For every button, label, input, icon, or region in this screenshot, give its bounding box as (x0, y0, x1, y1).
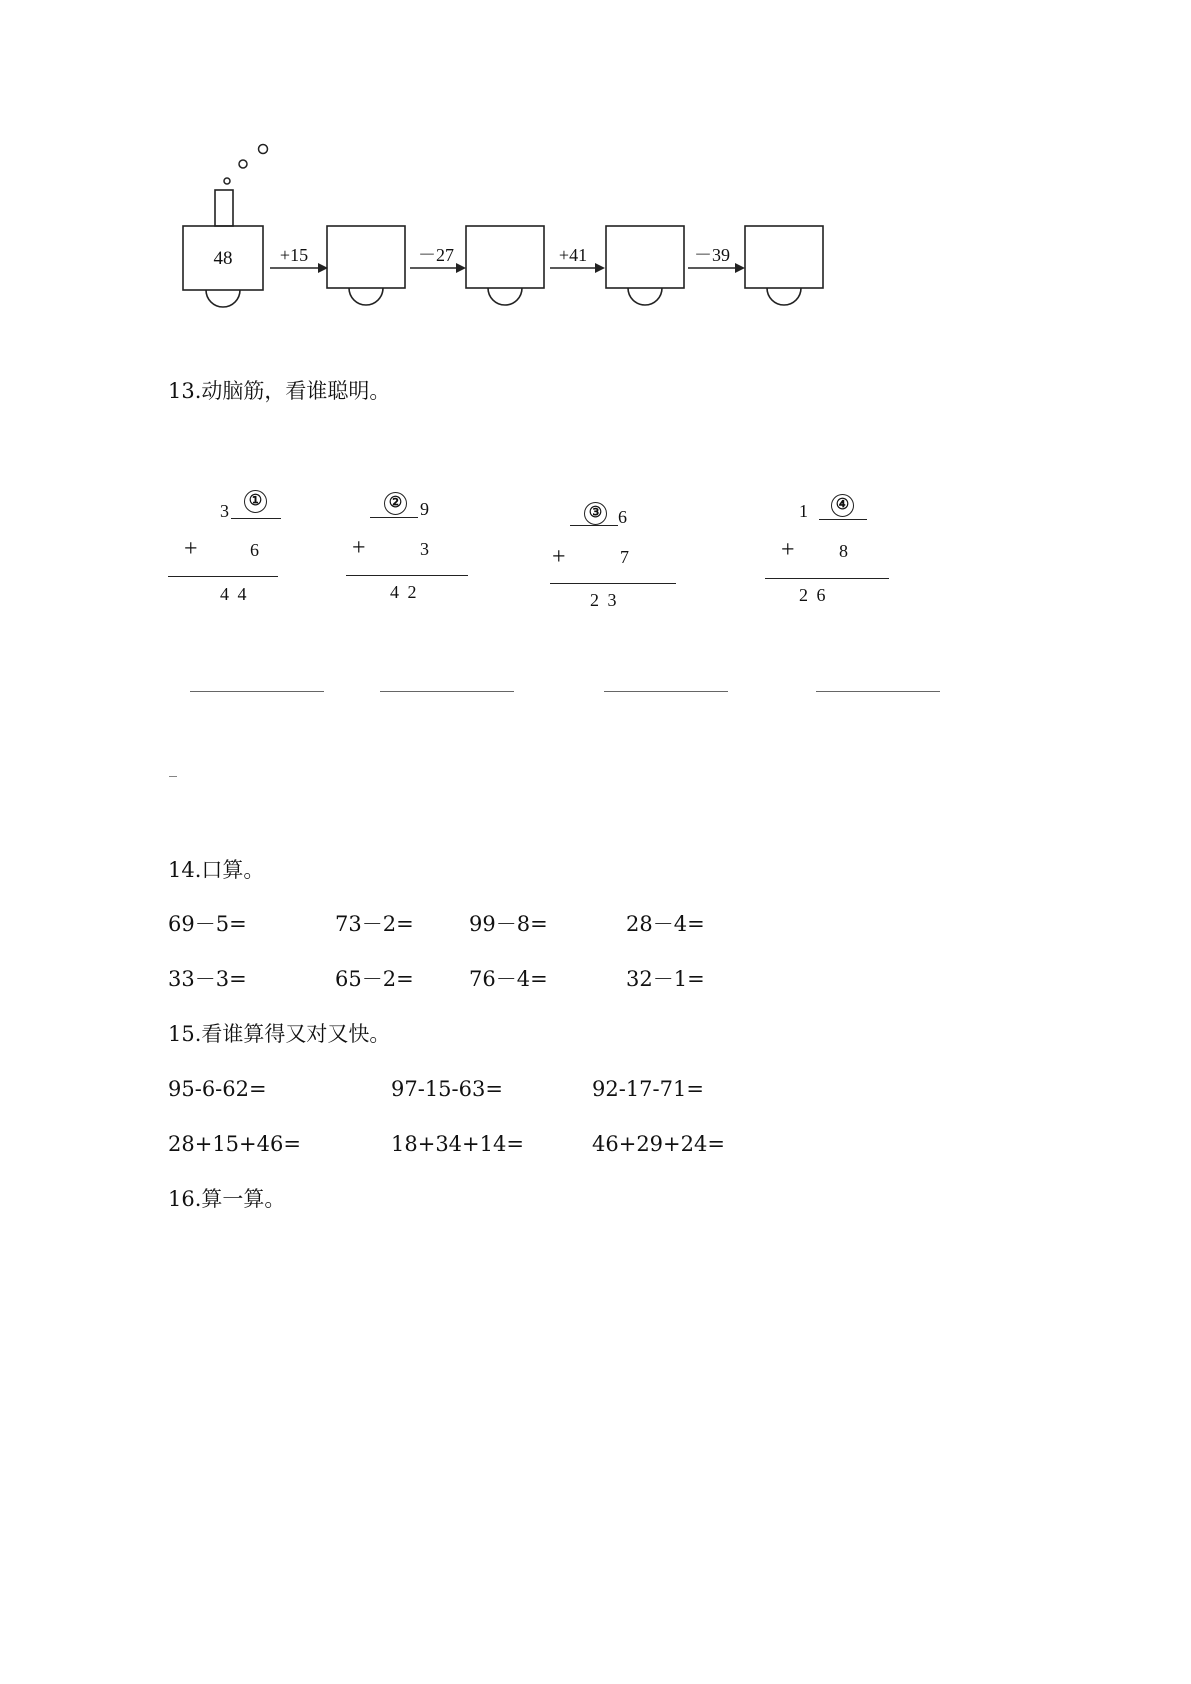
sum-result: 2 6 (799, 585, 828, 605)
operation-arrow (270, 245, 328, 273)
blank-marker: ③ (584, 502, 607, 525)
oral-calc-item: 99－8= (469, 912, 548, 936)
top-underline (819, 519, 867, 520)
addend: 8 (839, 541, 848, 561)
sum-line (550, 583, 676, 584)
operation-arrow (410, 245, 466, 273)
oral-calc-item: 76－4= (469, 967, 548, 991)
plus-sign: + (781, 537, 795, 563)
oral-calc-item: 69－5= (168, 912, 247, 936)
train-chimney (215, 190, 233, 226)
sum-result: 4 2 (390, 582, 419, 602)
calc-item: 46+29+24= (592, 1132, 725, 1156)
top-digit: 6 (618, 507, 627, 527)
operation-label: －27 (418, 245, 454, 265)
operation-arrow (688, 245, 745, 273)
plus-sign: + (184, 536, 198, 562)
sum-result: 4 4 (220, 584, 249, 604)
operation-label: +41 (558, 245, 588, 265)
blank-marker: ② (384, 492, 407, 515)
calc-item: 18+34+14= (391, 1132, 524, 1156)
sum-line (765, 578, 889, 579)
blank-marker: ① (244, 490, 267, 513)
answer-blank-4[interactable] (816, 691, 940, 692)
vertical-addition-3 (550, 498, 680, 618)
vertical-addition-1 (168, 490, 288, 610)
oral-calc-item: 32－1= (626, 967, 705, 991)
vertical-addition-4 (765, 492, 895, 612)
train-car-engine (183, 226, 263, 307)
train-car-answer-box[interactable] (745, 226, 823, 305)
answer-blank-1[interactable] (190, 691, 324, 692)
oral-calc-item: 28－4= (626, 912, 705, 936)
top-digit: 1 (799, 501, 808, 521)
smoke-puff (239, 160, 247, 168)
sum-line (346, 575, 468, 576)
train-diagram (170, 140, 890, 340)
calc-item: 28+15+46= (168, 1132, 301, 1156)
operation-label: +15 (279, 245, 309, 265)
start-value: 48 (213, 248, 233, 269)
answer-blank-2[interactable] (380, 691, 514, 692)
question-16-title: 16.算一算。 (168, 1187, 286, 1211)
train-car-answer-box[interactable] (606, 226, 684, 305)
top-underline (370, 517, 418, 518)
blank-marker: ④ (831, 494, 854, 517)
smoke-puff (259, 145, 268, 154)
sum-result: 2 3 (590, 590, 619, 610)
top-underline (570, 525, 618, 526)
stray-mark: _ (169, 758, 177, 777)
train-car-answer-box[interactable] (327, 226, 405, 305)
calc-item: 97-15-63= (391, 1077, 503, 1101)
plus-sign: + (552, 544, 566, 570)
vertical-addition-2 (346, 490, 476, 610)
smoke-puff (224, 178, 230, 184)
operation-arrow (550, 245, 605, 273)
top-digit: 9 (420, 499, 429, 519)
calc-item: 92-17-71= (592, 1077, 704, 1101)
top-digit: 3 (220, 501, 229, 521)
question-13-title: 13.动脑筋，看谁聪明。 (168, 379, 391, 403)
answer-blank-3[interactable] (604, 691, 728, 692)
top-underline (231, 518, 281, 519)
operation-label: －39 (694, 245, 730, 265)
train-car-answer-box[interactable] (466, 226, 544, 305)
oral-calc-item: 73－2= (335, 912, 414, 936)
plus-sign: + (352, 535, 366, 561)
sum-line (168, 576, 278, 577)
oral-calc-item: 65－2= (335, 967, 414, 991)
oral-calc-item: 33－3= (168, 967, 247, 991)
addend: 3 (420, 539, 429, 559)
addend: 6 (250, 540, 259, 560)
calc-item: 95-6-62= (168, 1077, 267, 1101)
addend: 7 (620, 547, 629, 567)
question-14-title: 14.口算。 (168, 858, 265, 882)
question-15-title: 15.看谁算得又对又快。 (168, 1022, 391, 1046)
